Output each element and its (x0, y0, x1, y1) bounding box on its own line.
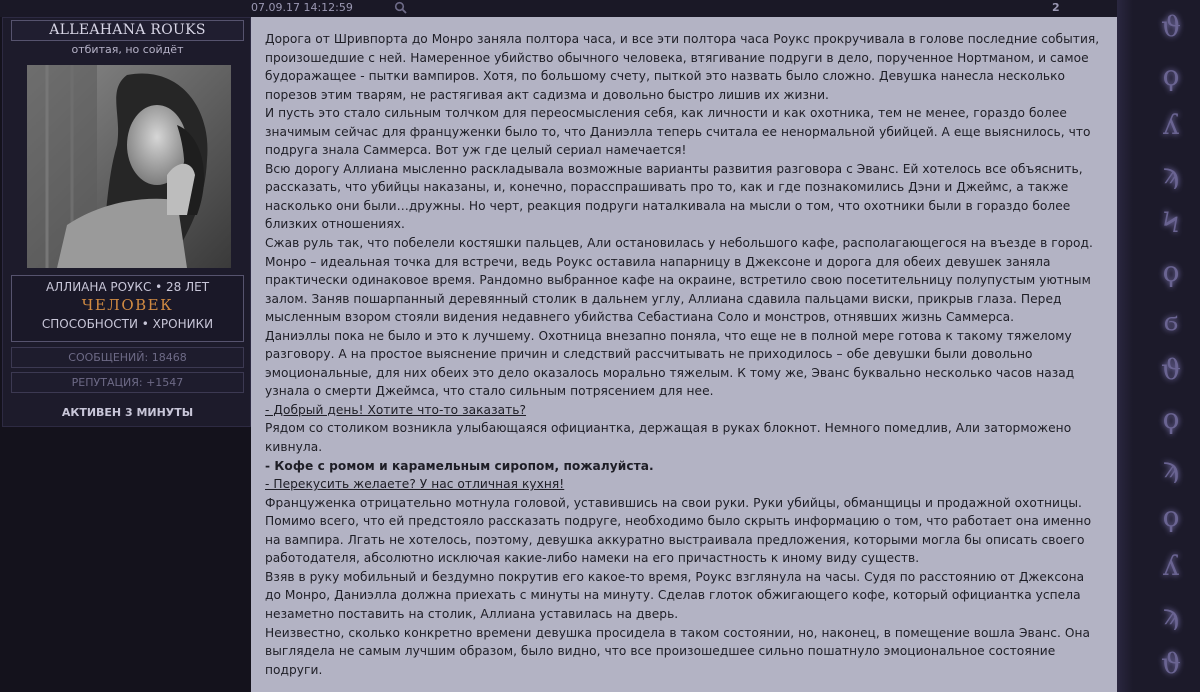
search-icon[interactable] (394, 1, 407, 14)
rune-glyph: ϙ (1162, 500, 1180, 533)
rune-glyph: ϑ (1160, 353, 1181, 386)
character-speech: - Кофе с ромом и карамельным сиропом, пожалуйста. (265, 458, 654, 473)
post-paragraph: Даниэллы пока не было и это к лучшему. Охотница внезапно поняла, что еще не в полной мере готова к такому тяжелому разговору. А на простое выяснение причин и следствий рассчитывать не приходилось – обе девушки были довольно эмоциональные, для них обеих это дело оказалось морально тяжелым. К тому же, Эванс буквально несколько часов назад узнала о смерти Джеймса, что стало сильным потрясением для нее. (265, 328, 1075, 399)
author-nickname[interactable]: ALLEAHANA ROUKS (11, 20, 244, 41)
post-body (251, 17, 1117, 692)
author-profile-panel (2, 17, 251, 427)
post-paragraph: Дорога от Шривпорта до Монро заняла полтора часа, и все эти полтора часа Роукс прокручивала в голове последние события, произошедшие с ней. Намеренное убийство обычного человека, втягивание подруги в дело, порученное Нортманом, и самое будоражащее - пытки вампиров. Хотя, по большому счету, пыткой это назвать было сложно. Девушка нанесла несколько порезов этим тварям, не растягивая акт садизма и довольно быстро лишив их жизни. (265, 32, 1100, 102)
rune-glyph: ϭ (1163, 304, 1179, 337)
post-paragraph: Взяв в руку мобильный и бездумно покрутив его какое-то время, Роукс взглянула на часы. Судя по расстоянию от Джексона до Монро, Даниэлла должна приехать с минуты на минуту. Сделав глоток обжигающего кофе, который официантка успела незаметно поставить на столик, Аллиана уставилась на дверь. (265, 569, 1085, 621)
author-messages: СООБЩЕНИЙ: 18468 (11, 347, 244, 368)
post-header-bar (0, 0, 1117, 17)
post-paragraph: Всю дорогу Аллиана мысленно раскладывала возможные варианты развития разговора с Эванс. Ей хотелось все объяснить, рассказать, что убийцы наказаны, и, конечно, порасспрашивать про то, как и где познакомились Дэни и Джеймс, а также насколько они были…дружны. Но черт, реакция подруги наталкивала на мысли о том, что охотники были в гораздо более близких отношениях. (265, 161, 1083, 232)
rune-glyph: ϡ (1162, 598, 1180, 631)
rune-glyph: ϙ (1162, 59, 1180, 92)
author-info-box (11, 275, 244, 342)
post-paragraph: Рядом со столиком возникла улыбающаяся официантка, держащая в руках блокнот. Немного помедлив, Али заторможено кивнула. (265, 421, 1072, 455)
author-reputation: РЕПУТАЦИЯ: +1547 (11, 372, 244, 393)
rune-glyph: ϡ (1162, 157, 1180, 190)
author-name-age: АЛЛИАНА РОУКС • 28 ЛЕТ (45, 280, 210, 294)
author-activity: АКТИВЕН 3 МИНУТЫ (61, 406, 194, 419)
post-paragraph: Неизвестно, сколько конкретно времени девушка просидела в таком состоянии, но, наконец, в помещение вошла Эванс. Она выглядела не самым лучшим образом, было видно, что все произошедшее сильно пошатнуло эмоциональное состояние подруги. (265, 625, 1091, 677)
post-paragraph: Француженка отрицательно мотнула головой, уставившись на свои руки. Руки убийцы, обманщицы и продажной охотницы. Помимо всего, что ей предстояло рассказать подруге, необходимо было скрыть информацию о том, что работает она именно на вампира. Лгать не хотелось, поэтому, девушка аккуратно выстраивала предложения, которыми могла бы описать своего работодателя, абсолютно исключая какие-либо намеки на его причастность к иному виду существ. (265, 495, 1092, 566)
rune-glyph: ϙ (1162, 255, 1180, 288)
avatar-image (27, 65, 231, 268)
post-date: 07.09.17 14:12:59 (251, 1, 353, 14)
post-number-link[interactable]: 2 (1052, 1, 1060, 14)
author-abilities[interactable]: СПОСОБНОСТИ • ХРОНИКИ (41, 317, 214, 331)
rune-glyph: ʎ (1163, 549, 1179, 582)
waitress-line: - Перекусить желаете? У нас отличная кухня! (265, 477, 565, 492)
decorative-rune-strip (1117, 0, 1200, 692)
rune-glyph: Ϟ (1162, 206, 1180, 239)
avatar (27, 65, 231, 268)
post-paragraph: И пусть это стало сильным толчком для переосмысления себя, как личности и как охотника, тем не менее, гораздо более значимым сейчас для француженки было то, что Даниэлла теперь считала ее ненормальной убийцей. А еще выяснилось, что подруга знала Саммерса. Вот уж где целый сериал намечается! (265, 106, 1091, 158)
waitress-line: - Добрый день! Хотите что-то заказать? (265, 402, 527, 417)
rune-glyph: ϑ (1160, 10, 1181, 43)
decorative-border (1117, 0, 1133, 692)
rune-glyph: ϙ (1162, 402, 1180, 435)
rune-glyph: ʎ (1163, 108, 1179, 141)
rune-glyph: ϑ (1160, 647, 1181, 680)
post-paragraph: Сжав руль так, что побелели костяшки пальцев, Али остановилась у небольшого кафе, располагающегося на въезде в город. Монро – идеальная точка для встречи, ведь Роукс оставила напарницу в Джексоне и дорога для обеих девушек заняла практически одинаковое время. Рандомно выбранное кафе на окраине, встретило свою посетительницу полупустым уютным залом. Заняв пошарпанный деревянный столик в дальнем углу, Аллиана сдавила пальцами виски, прикрыв глаза. Перед мысленным взором стояли видения недавнего убийства Себастиана Соло и монстров, отнявших жизнь Саммерса. (265, 236, 1093, 325)
author-tagline: отбитая, но сойдёт (71, 43, 184, 56)
rune-glyph: ϡ (1162, 451, 1180, 484)
author-race: ЧЕЛОВЕК (81, 296, 174, 314)
